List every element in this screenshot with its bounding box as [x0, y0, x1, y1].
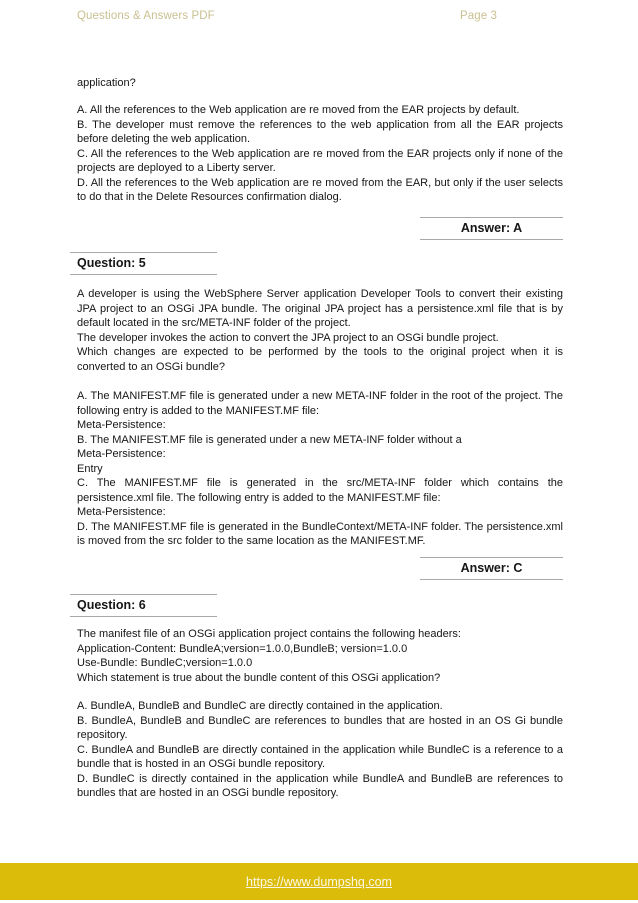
question5-option-b-entry: Meta-Persistence: — [77, 448, 166, 461]
question6-header-line: Application-Content: BundleA;version=1.0.0,BundleB; version=1.0.0 — [77, 642, 408, 655]
question5-option-c: C. The MANIFEST.MF file is generated in the src/META-INF folder which contains the persistence.xml file. The following entry is added to the MANIFEST.MF file: — [77, 477, 563, 504]
question6-header-line: Use-Bundle: BundleC;version=1.0.0 — [77, 657, 253, 670]
question5-heading: Question: 5 — [70, 252, 217, 275]
question4-continuation: application? — [77, 77, 136, 89]
question5-options — [77, 389, 563, 549]
question5-paragraph: Which changes are expected to be performed by the tools to the original project when it is converted to an OSGi bundle? — [77, 346, 563, 373]
question6-option-a: A. BundleA, BundleB and BundleC are directly contained in the application. — [77, 700, 443, 712]
question5-body — [77, 287, 563, 374]
question6-body — [77, 627, 563, 685]
question5-option-b-entry2: Entry — [77, 462, 103, 475]
header-doc-title: Questions & Answers PDF — [77, 10, 215, 22]
question4-option-a: A. All the references to the Web application are re moved from the EAR projects by default. — [77, 104, 520, 116]
question4-option-c: C. All the references to the Web application are re moved from the EAR projects only if none of the projects are deployed to a Liberty server. — [77, 147, 563, 175]
question4-option-d: D. All the references to the Web application are re moved from the EAR, but only if the user selects to do that in the Delete Resources confirmation dialog. — [77, 176, 563, 204]
question5-paragraph: A developer is using the WebSphere Server application Developer Tools to convert their existing JPA project to an OSGi JPA bundle. The original JPA project has a persistence.xml file that is by default located in the src/META-INF folder of the project. — [77, 288, 563, 330]
footer-bar — [0, 863, 638, 900]
header-page-number: Page 3 — [460, 10, 498, 22]
question5-answer: Answer: C — [420, 557, 563, 580]
question6-paragraph: Which statement is true about the bundle content of this OSGi application? — [77, 671, 441, 684]
question6-option-b: B. BundleA, BundleB and BundleC are references to bundles that are hosted in an OS Gi bundle repository. — [77, 714, 563, 742]
question6-paragraph: The manifest file of an OSGi application project contains the following headers: — [77, 628, 461, 640]
question4-answer: Answer: A — [420, 217, 563, 240]
question6-option-d: D. BundleC is directly contained in the application while BundleA and BundleB are references to bundles that are hosted in an OSGi bundle repository. — [77, 772, 563, 800]
question5-option-a: A. The MANIFEST.MF file is generated under a new META-INF folder in the root of the project. The following entry is added to the MANIFEST.MF file: — [77, 390, 563, 417]
question6-heading: Question: 6 — [70, 594, 217, 617]
question4-options — [77, 103, 563, 205]
footer-link[interactable]: https://www.dumpshq.com — [246, 874, 392, 889]
question5-option-c-entry: Meta-Persistence: — [77, 506, 166, 519]
question6-options — [77, 699, 563, 801]
question6-option-c: C. BundleA and BundleB are directly contained in the application while BundleC is a reference to a bundle that is hosted in an OSGi bundle repository. — [77, 743, 563, 771]
question5-option-d: D. The MANIFEST.MF file is generated in the BundleContext/META-INF folder. The persistence.xml is moved from the src folder to the same location as the MANIFEST.MF. — [77, 520, 563, 548]
question4-option-b: B. The developer must remove the references to the web application from all the EAR projects before deleting the web application. — [77, 118, 563, 146]
question5-paragraph: The developer invokes the action to convert the JPA project to an OSGi bundle project. — [77, 331, 499, 344]
question5-option-b: B. The MANIFEST.MF file is generated under a new META-INF folder without a — [77, 433, 462, 446]
question5-option-a-entry: Meta-Persistence: — [77, 419, 166, 432]
